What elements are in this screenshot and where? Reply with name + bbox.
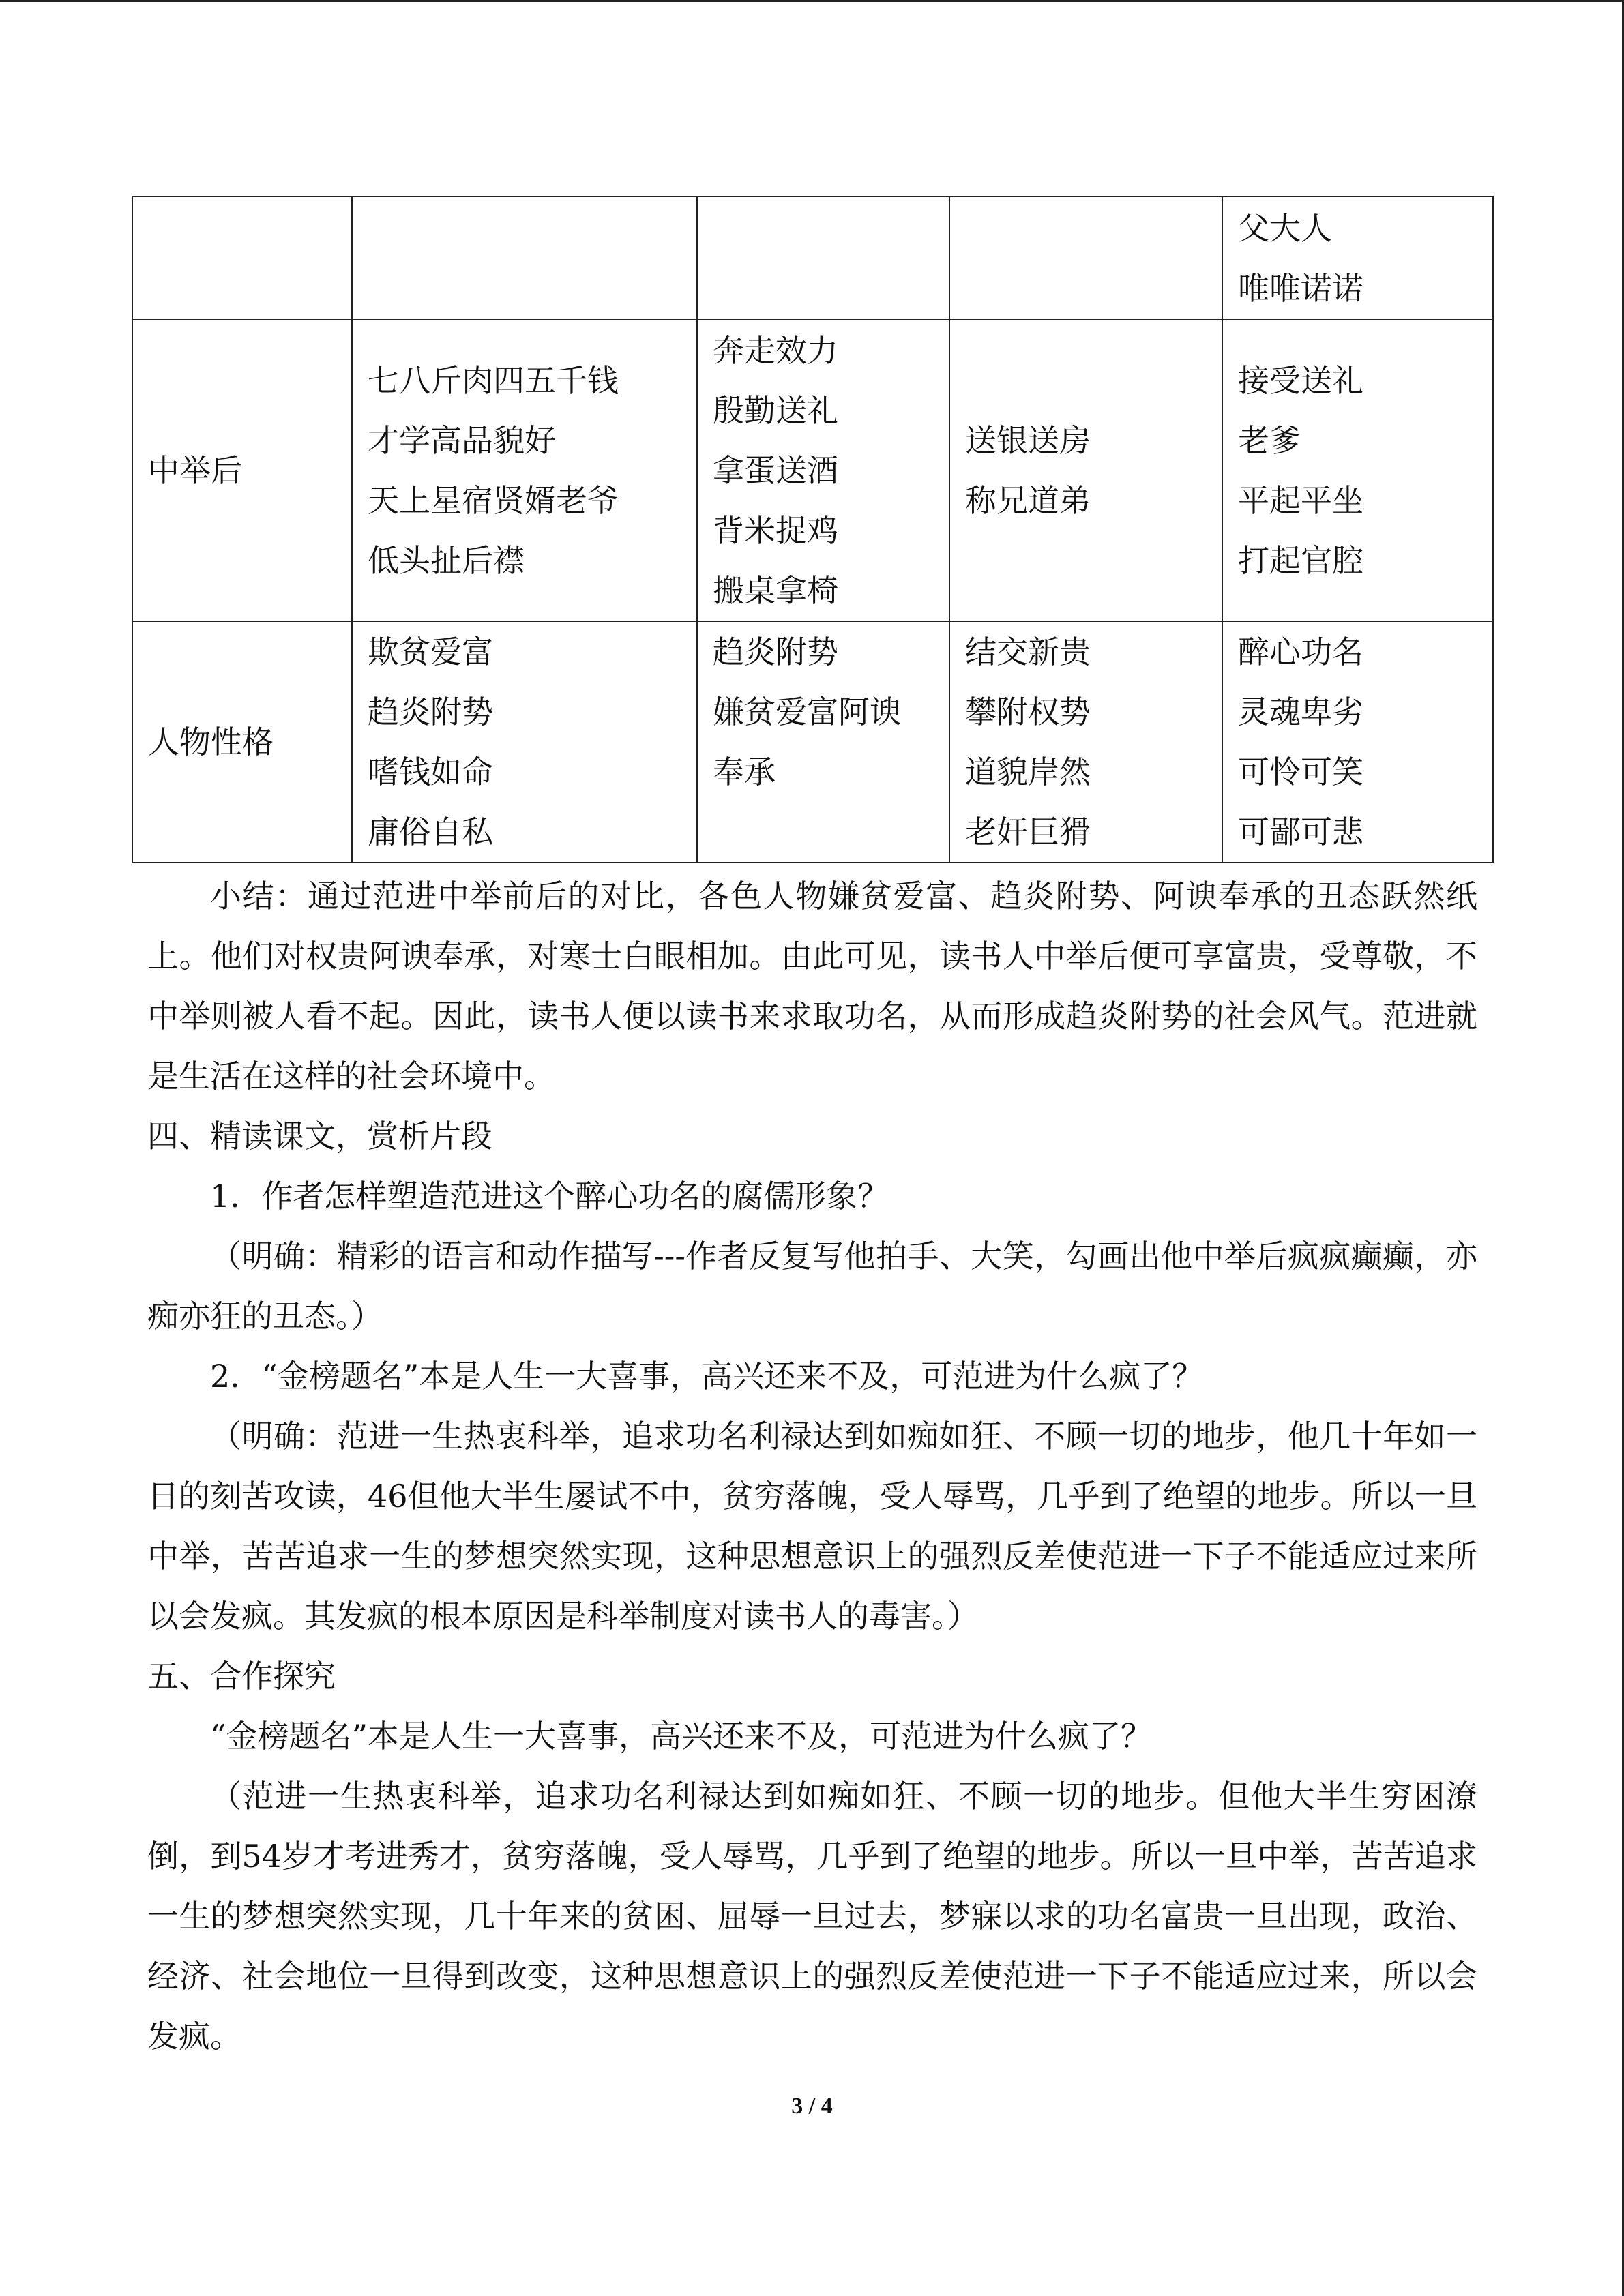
cell-line: 天上星宿贤婿老爷	[368, 482, 619, 519]
cell-line: 拿蛋送酒	[713, 452, 838, 489]
table-cell	[1222, 621, 1493, 863]
table-cell	[697, 621, 949, 863]
question-paragraph: “金榜题名”本是人生一大喜事，高兴还来不及，可范进为什么疯了？	[210, 1718, 1153, 1755]
table-cell	[352, 196, 697, 320]
cell-line: 才学高品貌好	[368, 422, 556, 459]
cell-line: 趋炎附势	[713, 633, 838, 670]
row-label-cell	[132, 196, 352, 320]
table-cell	[949, 196, 1222, 320]
row-label-cell: 中举后	[132, 320, 352, 621]
answer-paragraph: （明确：范进一生热衷科举，追求功名利禄达到如痴如狂、不顾一切的地步，他几十年如一日的刻苦攻读，46但他大半生屡试不中，贫穷落魄，受人辱骂，几乎到了绝望的地步。所以一旦中举，苦苦追求一生的梦想突然实现，这种思想意识上的强烈反差使范进一下子不能适应过来所以会发疯。其发疯的根本原因是科举制度对读书人的毒害。）	[147, 1418, 1477, 1635]
cell-line: 唯唯诺诺	[1238, 269, 1363, 307]
cell-line: 结交新贵	[965, 633, 1091, 670]
cell-line: 醉心功名	[1238, 633, 1363, 670]
cell-line: 攀附权势	[965, 694, 1091, 730]
cell-line: 欺贫爱富	[368, 633, 493, 670]
cell-line: 父大人	[1238, 209, 1332, 247]
cell-line: 搬桌拿椅	[713, 572, 838, 609]
cell-line: 奉承	[713, 754, 776, 790]
table-cell	[697, 320, 949, 621]
section-heading: 五、合作探究	[147, 1658, 336, 1695]
cell-line: 可鄙可悲	[1238, 814, 1363, 850]
cell-line: 老奸巨猾	[965, 814, 1091, 850]
cell-line: 嫌贫爱富阿谀	[713, 694, 901, 730]
cell-line: 道貌岸然	[965, 754, 1091, 790]
table-row-character-traits	[132, 621, 1493, 863]
cell-line: 殷勤送礼	[713, 392, 838, 429]
cell-line: 送银送房	[965, 422, 1091, 459]
cell-line: 灵魂卑劣	[1238, 694, 1363, 730]
table-cell	[949, 621, 1222, 863]
page-number: 3 / 4	[791, 2093, 833, 2119]
table-cell	[352, 320, 697, 621]
summary-paragraph: 小结：通过范进中举前后的对比，各色人物嫌贫爱富、趋炎附势、阿谀奉承的丑态跃然纸上。他们对权贵阿谀奉承，对寒士白眼相加。由此可见，读书人中举后便可享富贵，受尊敬，不中举则被人看不起。因此，读书人便以读书来求取功名，从而形成趋炎附势的社会风气。范进就是生活在这样的社会环境中。	[147, 878, 1477, 1094]
cell-line: 七八斤肉四五千钱	[368, 362, 619, 399]
cell-line: 平起平坐	[1238, 482, 1363, 519]
cell-line: 奔走效力	[713, 332, 838, 369]
cell-line: 接受送礼	[1238, 362, 1363, 399]
answer-paragraph: （明确：精彩的语言和动作描写---作者反复写他拍手、大笑，勾画出他中举后疯疯癫癫，亦痴亦狂的丑态。）	[147, 1238, 1477, 1335]
character-comparison-table	[132, 196, 1494, 863]
cell-line: 打起官腔	[1238, 542, 1363, 579]
page-top-border	[0, 0, 1624, 2]
row-label-cell: 人物性格	[132, 621, 352, 863]
table-cell	[352, 621, 697, 863]
table-cell	[697, 196, 949, 320]
cell-line: 趋炎附势	[368, 694, 493, 730]
answer-paragraph: （范进一生热衷科举，追求功名利禄达到如痴如狂、不顾一切的地步。但他大半生穷困潦倒，到54岁才考进秀才，贫穷落魄，受人辱骂，几乎到了绝望的地步。所以一旦中举，苦苦追求一生的梦想突然实现，几十年来的贫困、屈辱一旦过去，梦寐以求的功名富贵一旦出现，政治、经济、社会地位一旦得到改变，这种思想意识上的强烈反差使范进一下子不能适应过来，所以会发疯。	[147, 1778, 1477, 2055]
section-heading: 四、精读课文，赏析片段	[147, 1118, 492, 1154]
cell-line: 庸俗自私	[368, 814, 493, 850]
cell-line: 称兄道弟	[965, 482, 1091, 519]
question-paragraph: 1．作者怎样塑造范进这个醉心功名的腐儒形象？	[210, 1178, 889, 1214]
table-cell	[949, 320, 1222, 621]
cell-line: 低头扯后襟	[368, 542, 525, 579]
table-cell	[1222, 196, 1493, 320]
cell-line: 可怜可笑	[1238, 754, 1363, 790]
cell-line: 老爹	[1238, 422, 1301, 459]
table-cell	[1222, 320, 1493, 621]
table-row-after-exam	[132, 320, 1493, 621]
cell-line: 背米捉鸡	[713, 512, 838, 549]
question-paragraph: 2．“金榜题名”本是人生一大喜事，高兴还来不及，可范进为什么疯了？	[210, 1358, 1204, 1395]
cell-line: 嗜钱如命	[368, 754, 493, 790]
table-row-continued	[132, 196, 1493, 320]
body-text	[147, 866, 1477, 2066]
